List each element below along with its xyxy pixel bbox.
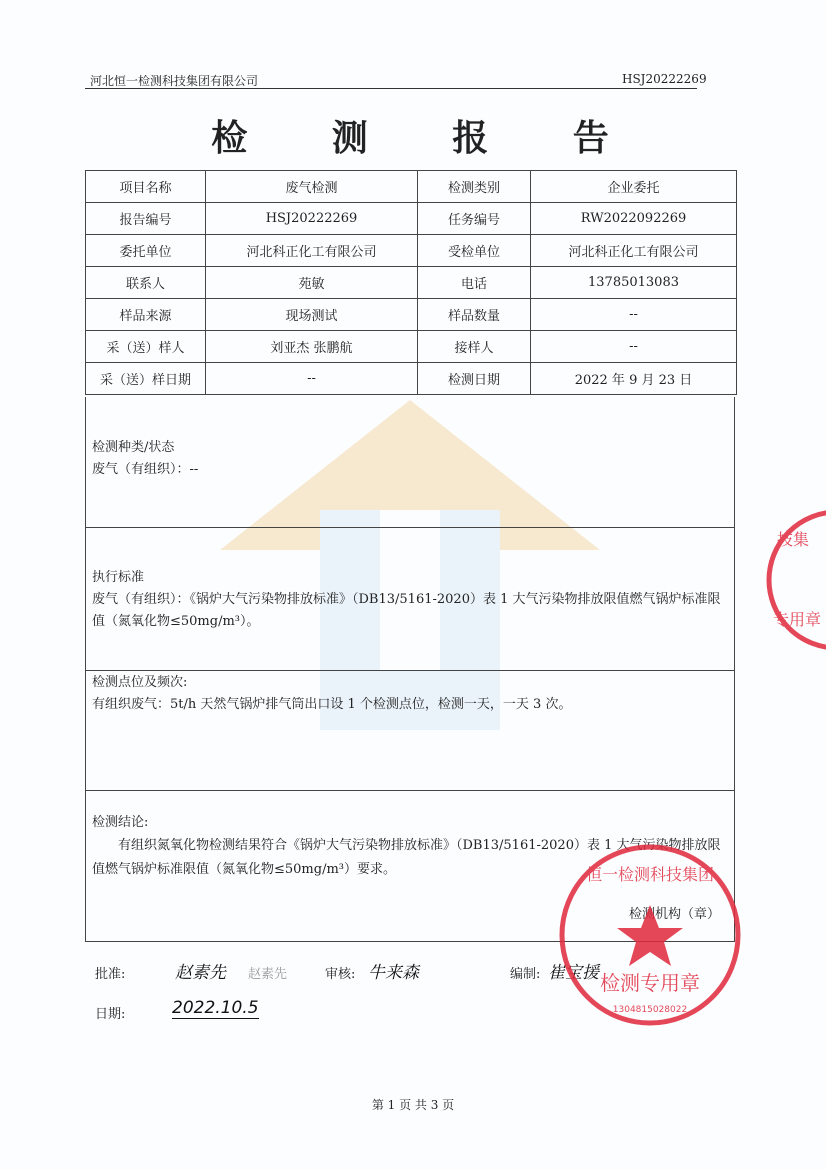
date-label: 日期: (95, 1007, 126, 1022)
field-value: 苑敏 (206, 267, 418, 299)
header-divider (85, 88, 697, 89)
svg-text:技集: 技集 (777, 530, 810, 549)
field-label: 联系人 (86, 267, 206, 299)
type-heading: 检测种类/状态 (92, 440, 175, 455)
edge-stamp (765, 505, 826, 655)
compile-signature: 崔宝援 (548, 963, 599, 983)
table-row (86, 203, 737, 235)
standard-heading: 执行标准 (92, 570, 145, 585)
field-label: 任务编号 (418, 203, 531, 235)
field-label: 样品数量 (418, 299, 531, 331)
table-row (86, 299, 737, 331)
field-value: 刘亚杰 张鹏航 (206, 331, 418, 363)
conclusion-heading: 检测结论: (92, 815, 149, 830)
field-label: 样品来源 (86, 299, 206, 331)
section-points (85, 670, 735, 791)
header-company: 河北恒一检测科技集团有限公司 (90, 74, 259, 88)
field-value: 13785013083 (531, 267, 737, 299)
field-value: HSJ20222269 (206, 203, 418, 235)
section-type (85, 397, 735, 528)
svg-text:恒一检测科技集团: 恒一检测科技集团 (585, 865, 715, 884)
approve-printed-name: 赵素先 (248, 967, 288, 982)
field-label: 接样人 (418, 331, 531, 363)
table-row (86, 363, 737, 395)
header-report-no: HSJ20222269 (622, 72, 707, 86)
review-signature: 牛来森 (368, 963, 419, 983)
svg-text:1304815028022: 1304815028022 (612, 1005, 688, 1015)
table-row (86, 267, 737, 299)
field-label: 采（送）样人 (86, 331, 206, 363)
date-value: 2022.10.5 (172, 998, 259, 1018)
field-value: 河北科正化工有限公司 (206, 235, 418, 267)
page-number: 第 1 页 共 3 页 (371, 1098, 455, 1112)
field-value: 河北科正化工有限公司 (531, 235, 737, 267)
standard-body: 废气（有组织）：《锅炉大气污染物排放标准》（DB13/5161-2020）表 1 大气污染物排放限值燃气锅炉标准限值（氮氧化物≤50mg/m³）。 (92, 592, 721, 629)
type-body: 废气（有组织）：-- (92, 462, 199, 477)
approve-signature: 赵素先 (175, 963, 226, 983)
star-icon (617, 905, 683, 966)
field-value: 废气检测 (206, 171, 418, 203)
seal-label: 检测机构（章） (628, 907, 720, 922)
field-value: 现场测试 (206, 299, 418, 331)
field-label: 采（送）样日期 (86, 363, 206, 395)
field-value: 2022 年 9 月 23 日 (531, 363, 737, 395)
field-label: 项目名称 (86, 171, 206, 203)
field-label: 检测日期 (418, 363, 531, 395)
points-body: 有组织废气：5t/h 天然气锅炉排气筒出口设 1 个检测点位，检测一天，一天 3 次。 (92, 697, 572, 712)
points-heading: 检测点位及频次: (92, 675, 188, 690)
main-stamp (555, 840, 745, 1030)
field-label: 受检单位 (418, 235, 531, 267)
review-label: 审核: (325, 967, 356, 982)
table-row (86, 331, 737, 363)
field-value: 企业委托 (531, 171, 737, 203)
table-row (86, 171, 737, 203)
field-value: RW2022092269 (531, 203, 737, 235)
field-label: 委托单位 (86, 235, 206, 267)
table-row (86, 235, 737, 267)
compile-label: 编制: (510, 967, 541, 982)
field-label: 检测类别 (418, 171, 531, 203)
svg-text:检测专用章: 检测专用章 (600, 971, 700, 995)
conclusion-body: 有组织氮氧化物检测结果符合《锅炉大气污染物排放标准》（DB13/5161-2020）表 1 大气污染物排放限值燃气锅炉标准限值（氮氧化物≤50mg/m³）要求。 (92, 838, 721, 877)
field-label: 报告编号 (86, 203, 206, 235)
field-label: 电话 (418, 267, 531, 299)
info-table (85, 170, 737, 395)
approve-label: 批准: (95, 967, 126, 982)
section-standard (85, 527, 735, 671)
field-value: -- (531, 299, 737, 331)
field-value: -- (206, 363, 418, 395)
field-value: -- (531, 331, 737, 363)
svg-text:专用章: 专用章 (773, 610, 822, 629)
page-title: 检 测 报 告 (211, 117, 645, 159)
